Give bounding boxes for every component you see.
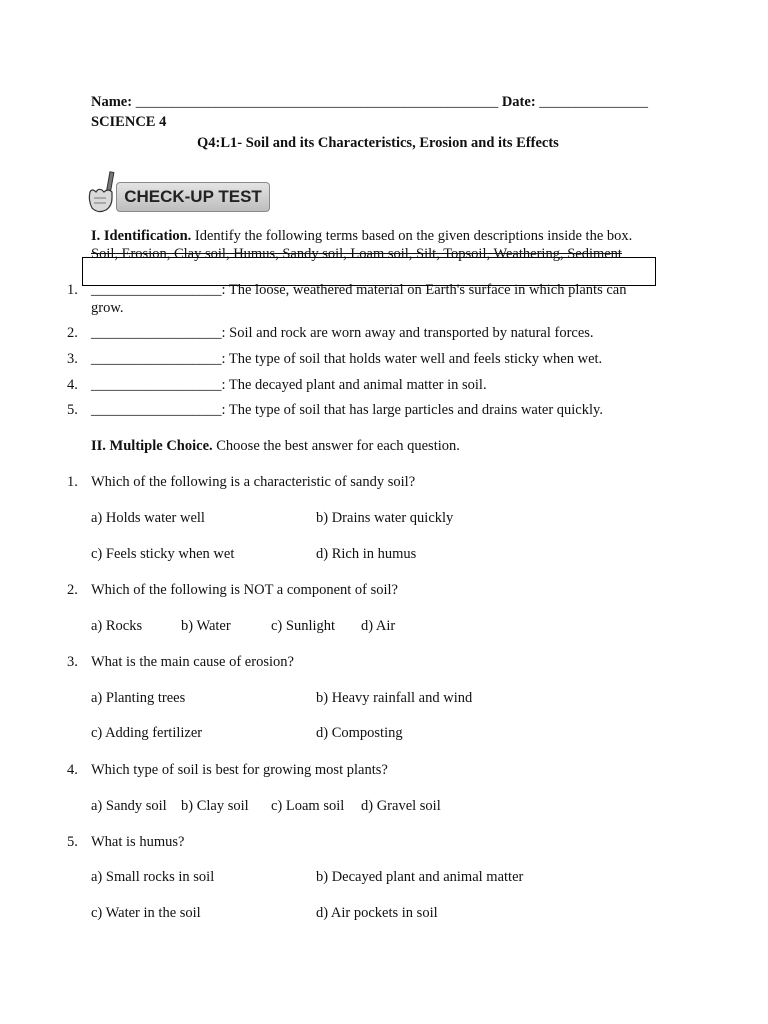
choice-a[interactable]: a) Rocks (91, 618, 143, 634)
part2-instruction-text: Choose the best answer for each question. (212, 438, 460, 454)
date-label: Date: (501, 94, 536, 110)
choice-a[interactable]: a) Planting trees (91, 690, 186, 706)
choice-d[interactable]: d) Gravel soil (361, 798, 441, 814)
choice-d[interactable]: d) Air pockets in soil (316, 905, 438, 921)
pointing-hand-pencil-icon (84, 170, 120, 221)
check-up-test-badge: CHECK-UP TEST (116, 182, 270, 212)
item-number: 1. (67, 282, 78, 298)
item-text (91, 351, 602, 368)
choice-a[interactable]: a) Small rocks in soil (91, 869, 215, 885)
question-text: What is humus? (91, 834, 185, 850)
item-description: : Soil and rock are worn away and transported by natural forces. (221, 325, 594, 341)
choice-b[interactable]: b) Heavy rainfall and wind (316, 690, 473, 706)
subject-title: SCIENCE 4 (91, 114, 167, 130)
item-text (91, 402, 603, 419)
choice-c[interactable]: c) Loam soil (271, 798, 345, 814)
choice-c[interactable]: c) Sunlight (271, 618, 336, 634)
item-description-cont: grow. (91, 300, 124, 316)
item-text (91, 282, 676, 299)
choice-c[interactable]: c) Water in the soil (91, 905, 201, 921)
name-line (91, 94, 648, 111)
item-description: : The type of soil that has large particles and drains water quickly. (221, 402, 603, 418)
answer-blank[interactable]: __________________ (91, 325, 222, 341)
question-text: What is the main cause of erosion? (91, 654, 294, 670)
item-description: : The decayed plant and animal matter in soil. (221, 377, 487, 393)
part2-instruction (91, 438, 460, 455)
choice-d[interactable]: d) Air (361, 618, 396, 634)
choice-d[interactable]: d) Rich in humus (316, 546, 417, 562)
choice-b[interactable]: b) Clay soil (181, 798, 249, 814)
item-description: : The loose, weathered material on Earth's surface in which plants can (221, 282, 627, 298)
choice-b[interactable]: b) Decayed plant and animal matter (316, 869, 524, 885)
choice-c[interactable]: c) Feels sticky when wet (91, 546, 235, 562)
choice-a[interactable]: a) Sandy soil (91, 798, 167, 814)
name-label: Name: (91, 94, 133, 110)
item-description: : The type of soil that holds water well and feels sticky when wet. (221, 351, 603, 367)
name-blank[interactable]: __________________________________________________ (135, 94, 499, 110)
question-number: 5. (67, 834, 78, 850)
item-number: 2. (67, 325, 78, 341)
question-text: Which type of soil is best for growing most plants? (91, 762, 388, 778)
choice-c[interactable]: c) Adding fertilizer (91, 725, 203, 741)
choice-d[interactable]: d) Composting (316, 725, 403, 741)
part2-heading: II. Multiple Choice. (91, 438, 213, 454)
choice-b[interactable]: b) Water (181, 618, 231, 634)
question-number: 3. (67, 654, 78, 670)
item-text (91, 325, 594, 342)
question-number: 1. (67, 474, 78, 490)
question-text: Which of the following is NOT a component of soil? (91, 582, 398, 598)
choice-b[interactable]: b) Drains water quickly (316, 510, 454, 526)
part1-instruction (91, 228, 632, 245)
answer-blank[interactable]: __________________ (91, 377, 222, 393)
word-bank: Soil, Erosion, Clay soil, Humus, Sandy soil, Loam soil, Silt, Topsoil, Weathering, Sediment (91, 246, 622, 262)
part1-heading: I. Identification. (91, 228, 192, 244)
question-number: 4. (67, 762, 78, 778)
part1-instruction-text: Identify the following terms based on the given descriptions inside the box. (191, 228, 633, 244)
item-number: 3. (67, 351, 78, 367)
answer-blank[interactable]: __________________ (91, 351, 222, 367)
item-text (91, 377, 487, 394)
question-number: 2. (67, 582, 78, 598)
choice-a[interactable]: a) Holds water well (91, 510, 205, 526)
item-number: 5. (67, 402, 78, 418)
question-text: Which of the following is a characteristic of sandy soil? (91, 474, 416, 490)
answer-blank[interactable]: __________________ (91, 402, 222, 418)
answer-blank[interactable]: __________________ (91, 282, 222, 298)
lesson-title: Q4:L1- Soil and its Characteristics, Erosion and its Effects (197, 135, 559, 151)
date-blank[interactable]: _______________ (539, 94, 649, 110)
item-number: 4. (67, 377, 78, 393)
